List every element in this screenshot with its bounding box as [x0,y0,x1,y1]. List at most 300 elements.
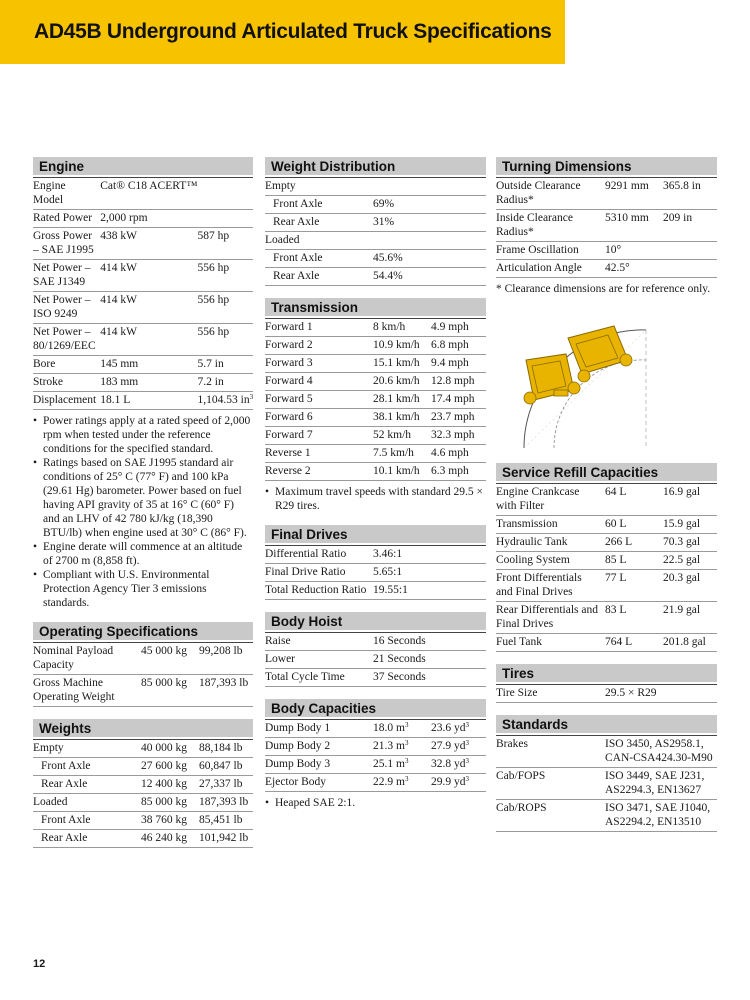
row-value-metric: 2,000 rpm [100,210,197,228]
row-label: Forward 4 [265,373,373,391]
row-label: Cooling System [496,552,605,570]
value-text: 17.4 mph [431,393,475,405]
row-value-imperial [431,756,486,774]
table-row [265,355,486,373]
weight-distribution-table [265,177,486,286]
row-value-metric: 27 600 kg [141,758,199,776]
row-label: Reverse 1 [265,445,373,463]
row-value-metric [373,738,431,756]
superscript: 3 [404,739,409,747]
operating-heading: Operating Specifications [33,622,253,642]
row-value-metric: 10° [605,242,663,260]
row-value-metric: 8 km/h [373,319,431,337]
turning-section [496,157,717,459]
value-text: 4.6 mph [431,447,469,459]
row-value-imperial [199,740,253,758]
table-row [33,324,253,356]
turning-heading: Turning Dimensions [496,157,717,177]
value-text: 1,104.53 in [197,394,250,406]
row-value-imperial [431,391,486,409]
table-row [265,720,486,738]
engine-heading: Engine [33,157,253,177]
value-text: 7.2 in [197,376,224,388]
superscript: 3 [465,721,469,729]
value-text: 12.8 mph [431,375,475,387]
table-row [496,768,717,800]
row-value-metric: 77 L [605,570,663,602]
operating-section [33,622,253,707]
row-value-metric: 45 000 kg [141,643,199,675]
row-value-imperial [431,337,486,355]
row-value-imperial [431,738,486,756]
row-label: Net Power – 80/1269/EEC [33,324,100,356]
row-value: 45.6% [373,250,486,268]
row-value: 21 Seconds [373,651,486,669]
row-label: Empty [33,740,141,758]
row-value: 5.65:1 [373,564,486,582]
turning-footnote: * Clearance dimensions are for reference only. [496,283,711,295]
row-value-imperial [198,392,254,410]
row-label: Total Reduction Ratio [265,582,373,600]
row-label: Frame Oscillation [496,242,605,260]
table-row [265,178,486,196]
table-row [265,373,486,391]
superscript: 3 [404,775,409,783]
standards-section [496,715,717,832]
row-label: Rear Differentials and Final Drives [496,602,605,634]
table-row [265,564,486,582]
row-label: Articulation Angle [496,260,605,278]
table-row [265,409,486,427]
table-row [265,196,486,214]
body-capacities-heading: Body Capacities [265,699,486,719]
turning-diagram [496,298,717,448]
row-value-metric: 38 760 kg [141,812,199,830]
row-value-metric: 20.6 km/h [373,373,431,391]
final-drives-section [265,525,486,600]
table-row [265,319,486,337]
table-row [265,582,486,600]
value-text: 556 hp [197,262,230,274]
row-value-imperial [198,210,254,228]
row-label: Dump Body 1 [265,720,373,738]
row-label: Net Power – SAE J1349 [33,260,100,292]
row-value-imperial [663,516,717,534]
body-capacities-table [265,719,486,792]
weights-heading: Weights [33,719,253,739]
table-row [265,250,486,268]
operating-table [33,642,253,707]
row-value-imperial [431,319,486,337]
table-row [265,445,486,463]
table-row [33,178,253,210]
value-text: 6.8 mph [431,339,469,351]
row-value-metric: 38.1 km/h [373,409,431,427]
row-label: Inside Clearance Radius* [496,210,605,242]
row-value-imperial [431,355,486,373]
row-value-metric: 266 L [605,534,663,552]
row-label: Front Axle [265,250,373,268]
row-label: Cab/FOPS [496,768,605,800]
row-value-metric [373,774,431,792]
row-label: Differential Ratio [265,546,373,564]
row-value-imperial [663,602,717,634]
row-label: Rear Axle [265,214,373,232]
table-row [33,830,253,848]
engine-table [33,177,253,410]
table-row [33,758,253,776]
row-value-imperial [431,463,486,481]
row-value-imperial [199,776,253,794]
row-label: Loaded [265,232,373,250]
row-value-imperial [198,292,254,324]
row-label: Dump Body 2 [265,738,373,756]
table-row [33,374,253,392]
row-label: Net Power – ISO 9249 [33,292,100,324]
row-label: Hydraulic Tank [496,534,605,552]
page-title: AD45B Underground Articulated Truck Specifications [34,20,552,43]
superscript: 3 [404,757,409,765]
row-label: Forward 5 [265,391,373,409]
value-text: 99,208 lb [199,645,243,657]
row-value-imperial [431,774,486,792]
row-value-imperial [663,210,717,242]
value-text: 25.1 m [373,758,405,770]
row-value-imperial [198,260,254,292]
row-value-metric: 40 000 kg [141,740,199,758]
table-row [265,756,486,774]
row-label: Forward 7 [265,427,373,445]
column-right [496,157,717,844]
row-label: Tire Size [496,685,605,703]
value-text: 5.7 in [197,358,224,370]
row-value-imperial [198,178,254,210]
value-text: 21.3 m [373,740,405,752]
table-row [265,738,486,756]
row-value-metric: 414 kW [100,324,197,356]
row-label: Rear Axle [33,830,141,848]
table-row [496,484,717,516]
table-row [265,651,486,669]
row-value: 31% [373,214,486,232]
table-row [33,356,253,374]
row-label: Rated Power [33,210,100,228]
table-row [33,740,253,758]
row-label: Gross Machine Operating Weight [33,675,141,707]
value-text: 22.5 gal [663,554,701,566]
table-row [33,228,253,260]
row-label: Brakes [496,736,605,768]
note-item: • Ratings based on SAE J1995 standard air conditions of 25° C (77° F) and 100 kPa (29.61 Hg) barometer. Power based on fuel having API gravity of 35 at 16° C (60° F) and an LHV of 42 780 kJ/kg (18,390 BTU/lb) when engine used at 30° C (86° F). [33,456,253,540]
row-value-metric [373,720,431,738]
row-value-metric: 83 L [605,602,663,634]
final-drives-heading: Final Drives [265,525,486,545]
final-drives-table [265,545,486,600]
row-value-imperial [431,409,486,427]
row-value: 16 Seconds [373,633,486,651]
table-row [496,800,717,832]
row-value-imperial [663,552,717,570]
row-value-imperial [663,242,717,260]
row-label: Outside Clearance Radius* [496,178,605,210]
row-value-metric: 10.9 km/h [373,337,431,355]
value-text: 21.9 gal [663,604,701,616]
row-label: Front Axle [33,812,141,830]
table-row [33,292,253,324]
table-row [496,602,717,634]
table-row [496,685,717,703]
table-row [265,427,486,445]
row-label: Rear Axle [33,776,141,794]
row-label: Engine Model [33,178,100,210]
table-row [33,392,253,410]
superscript: 3 [465,775,469,783]
table-row [265,546,486,564]
value-text: 20.3 gal [663,572,701,584]
row-label: Front Axle [265,196,373,214]
row-value-metric: 12 400 kg [141,776,199,794]
row-value-metric: 438 kW [100,228,197,260]
table-row [496,516,717,534]
table-row [496,570,717,602]
row-value-metric [373,756,431,774]
body-capacities-section [265,699,486,810]
row-value: 37 Seconds [373,669,486,687]
row-label: Front Axle [33,758,141,776]
table-row [33,210,253,228]
row-label: Lower [265,651,373,669]
superscript: 3 [404,721,409,729]
value-text: 187,393 lb [199,677,249,689]
superscript: 3 [465,739,469,747]
title-banner [0,0,565,64]
engine-section [33,157,253,610]
row-value-metric: 64 L [605,484,663,516]
row-label: Nominal Payload Capacity [33,643,141,675]
row-value-imperial [198,356,254,374]
weights-section [33,719,253,848]
table-row [265,669,486,687]
row-label: Raise [265,633,373,651]
body-hoist-heading: Body Hoist [265,612,486,632]
value-text: 29.9 yd [431,776,466,788]
value-text: 18.0 m [373,722,405,734]
row-label: Forward 2 [265,337,373,355]
superscript: 3 [249,393,254,401]
table-row [265,774,486,792]
table-row [496,736,717,768]
superscript: 3 [465,757,469,765]
row-value-metric: 85 L [605,552,663,570]
row-label: Dump Body 3 [265,756,373,774]
table-row [265,463,486,481]
transmission-notes [265,485,486,513]
table-row [33,675,253,707]
row-label: Reverse 2 [265,463,373,481]
engine-notes [33,414,253,610]
row-value-imperial [663,178,717,210]
row-label: Displacement [33,392,100,410]
row-value-imperial [199,675,253,707]
table-row [265,633,486,651]
value-text: 9.4 mph [431,357,469,369]
column-left [33,157,253,860]
row-value-metric: 28.1 km/h [373,391,431,409]
row-value [373,232,486,250]
row-value-metric: 7.5 km/h [373,445,431,463]
value-text: 88,184 lb [199,742,243,754]
tires-section [496,664,717,703]
table-row [496,210,717,242]
row-value-imperial [663,634,717,652]
table-row [265,232,486,250]
row-value-imperial [663,534,717,552]
row-value-metric: 15.1 km/h [373,355,431,373]
row-label: Engine Crankcase with Filter [496,484,605,516]
note-item: • Maximum travel speeds with standard 29.5 × R29 tires. [265,485,486,513]
table-row [496,552,717,570]
row-value-metric: 9291 mm [605,178,663,210]
row-label: Total Cycle Time [265,669,373,687]
value-text: 60,847 lb [199,760,243,772]
table-row [33,794,253,812]
table-row [496,634,717,652]
row-label: Gross Power – SAE J1995 [33,228,100,260]
value-text: 32.8 yd [431,758,466,770]
standards-heading: Standards [496,715,717,735]
weights-table [33,739,253,848]
value-text: 209 in [663,212,693,224]
table-row [33,812,253,830]
tires-table [496,684,717,703]
value-text: 365.8 in [663,180,701,192]
table-row [496,242,717,260]
row-value-metric: 10.1 km/h [373,463,431,481]
note-item: • Engine derate will commence at an altitude of 2700 m (8,858 ft). [33,540,253,568]
value-text: 16.9 gal [663,486,701,498]
row-value-imperial [198,374,254,392]
table-row [33,776,253,794]
row-value-imperial [431,427,486,445]
transmission-table [265,318,486,481]
row-value-metric: 764 L [605,634,663,652]
row-value-imperial [431,445,486,463]
row-value-metric: Cat® C18 ACERT™ [100,178,197,210]
row-label: Forward 6 [265,409,373,427]
row-value-metric: 46 240 kg [141,830,199,848]
row-value: 19.55:1 [373,582,486,600]
row-value: 69% [373,196,486,214]
value-text: 15.9 gal [663,518,701,530]
row-value-metric: 183 mm [100,374,197,392]
row-value-metric: 52 km/h [373,427,431,445]
row-value-metric: 42.5° [605,260,663,278]
row-label: Forward 3 [265,355,373,373]
value-text: 27,337 lb [199,778,243,790]
row-value-metric: 60 L [605,516,663,534]
body-capacities-notes [265,796,486,810]
value-text: 23.7 mph [431,411,475,423]
row-value: 29.5 × R29 [605,685,717,703]
truck-icon [524,326,632,404]
row-value-metric: 414 kW [100,292,197,324]
row-value: ISO 3450, AS2958.1, CAN-CSA424.30-M90 [605,736,717,768]
row-value-metric: 414 kW [100,260,197,292]
row-value-imperial [198,228,254,260]
value-text: 23.6 yd [431,722,466,734]
row-value-imperial [663,260,717,278]
table-row [496,534,717,552]
row-value: 3.46:1 [373,546,486,564]
row-value [373,178,486,196]
body-hoist-table [265,632,486,687]
table-row [265,268,486,286]
row-value-imperial [198,324,254,356]
row-label: Transmission [496,516,605,534]
note-item: • Compliant with U.S. Environmental Protection Agency Tier 3 emissions standards. [33,568,253,610]
note-item: • Power ratings apply at a rated speed of 2,000 rpm when tested under the reference conditions for the specified standard. [33,414,253,456]
weight-distribution-section [265,157,486,286]
row-value-imperial [663,484,717,516]
row-value-metric: 18.1 L [100,392,197,410]
value-text: 70.3 gal [663,536,701,548]
transmission-section [265,298,486,513]
row-value: 54.4% [373,268,486,286]
page-number: 12 [33,958,46,970]
row-value-imperial [199,794,253,812]
value-text: 556 hp [197,294,230,306]
row-value-imperial [199,758,253,776]
row-value-imperial [199,643,253,675]
row-label: Empty [265,178,373,196]
value-text: 201.8 gal [663,636,706,648]
row-value: ISO 3471, SAE J1040, AS2294.2, EN13510 [605,800,717,832]
row-value-metric: 85 000 kg [141,675,199,707]
row-value-imperial [663,570,717,602]
value-text: 27.9 yd [431,740,466,752]
value-text: 6.3 mph [431,465,469,477]
row-value-metric: 5310 mm [605,210,663,242]
standards-table [496,735,717,832]
value-text: 32.3 mph [431,429,475,441]
value-text: 187,393 lb [199,796,249,808]
table-row [33,643,253,675]
row-label: Stroke [33,374,100,392]
body-hoist-section [265,612,486,687]
value-text: 556 hp [197,326,230,338]
weight-distribution-heading: Weight Distribution [265,157,486,177]
value-text: 85,451 lb [199,814,243,826]
row-label: Forward 1 [265,319,373,337]
row-value: ISO 3449, SAE J231, AS2294.3, EN13627 [605,768,717,800]
row-label: Bore [33,356,100,374]
value-text: 4.9 mph [431,321,469,333]
column-middle [265,157,486,822]
value-text: 22.9 m [373,776,405,788]
transmission-heading: Transmission [265,298,486,318]
service-refill-table [496,483,717,652]
row-label: Fuel Tank [496,634,605,652]
row-label: Ejector Body [265,774,373,792]
service-refill-section [496,463,717,652]
turning-table [496,177,717,278]
row-label: Front Differentials and Final Drives [496,570,605,602]
row-value-metric: 145 mm [100,356,197,374]
table-row [496,260,717,278]
row-value-metric: 85 000 kg [141,794,199,812]
row-label: Loaded [33,794,141,812]
tires-heading: Tires [496,664,717,684]
